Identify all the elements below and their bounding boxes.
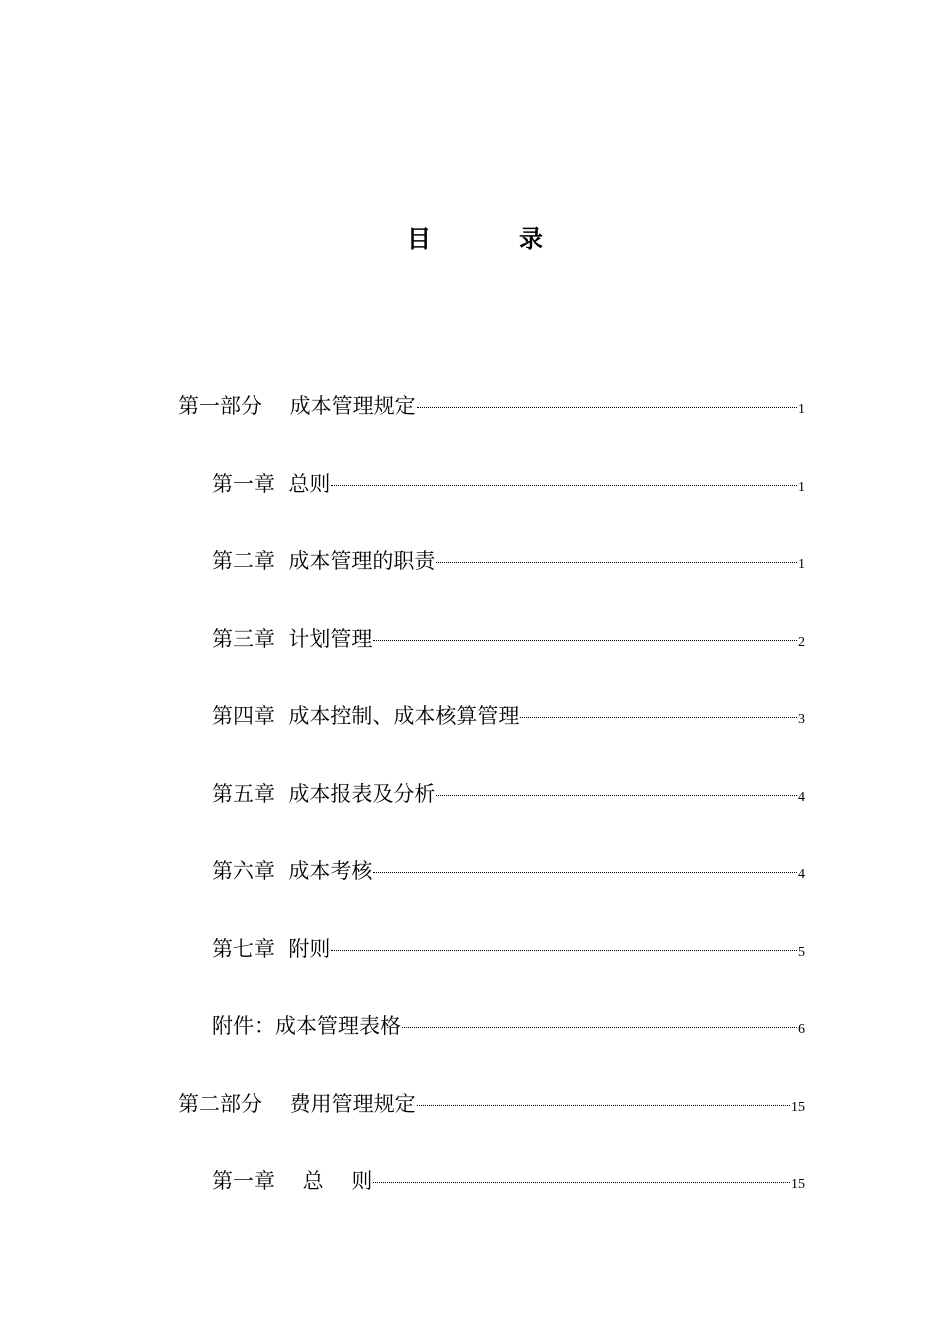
toc-leader-dots [402, 1027, 797, 1028]
toc-leader-dots [373, 872, 797, 873]
toc-item-page: 15 [791, 1177, 805, 1192]
toc-item[interactable] [0, 1088, 950, 1166]
toc-item[interactable] [0, 468, 950, 546]
toc-item[interactable] [0, 778, 950, 856]
toc-leader-dots [331, 485, 797, 486]
toc-item-label: 第二章 成本管理的职责 [212, 549, 436, 573]
toc-item-page: 4 [798, 789, 805, 805]
toc-item-label: 附件：成本管理表格 [212, 1014, 401, 1038]
toc-leader-dots [436, 562, 797, 563]
toc-leader-dots [331, 950, 797, 951]
toc-leader-dots [417, 1105, 790, 1106]
toc-item[interactable] [0, 855, 950, 933]
toc-item-page: 1 [798, 402, 805, 417]
toc-item-page: 1 [798, 557, 805, 572]
toc-item[interactable] [0, 545, 950, 623]
toc-item[interactable] [0, 1010, 950, 1088]
toc-leader-dots [373, 1182, 790, 1183]
toc-item-page: 15 [791, 1099, 805, 1115]
toc-leader-dots [436, 795, 797, 796]
toc-item-page: 5 [798, 944, 805, 960]
toc-title: 目 录 [407, 224, 575, 253]
toc-item[interactable] [0, 1165, 950, 1243]
toc-item-page: 1 [798, 479, 805, 495]
toc-item-label: 第一部分 成本管理规定 [178, 394, 416, 418]
toc-item-page: 2 [798, 634, 805, 650]
toc-item-label: 第二部分 费用管理规定 [178, 1091, 416, 1116]
toc-item[interactable] [0, 700, 950, 778]
toc-leader-dots [417, 407, 797, 408]
toc-item-page: 6 [798, 1022, 805, 1037]
toc-leader-dots [520, 717, 797, 718]
toc-item-label: 第四章 成本控制、成本核算管理 [212, 704, 520, 728]
toc-item-label: 第六章 成本考核 [212, 859, 373, 883]
toc-item[interactable] [0, 623, 950, 701]
toc-item[interactable] [0, 390, 950, 468]
toc-item-label: 第五章 成本报表及分析 [212, 781, 436, 806]
toc-item-label: 第一章 总 则 [212, 1169, 373, 1193]
toc-item-page: 3 [798, 712, 805, 727]
toc-item-page: 4 [798, 867, 805, 882]
toc-item-label: 第一章 总则 [212, 471, 331, 496]
toc-item-label: 第七章 附则 [212, 936, 331, 961]
toc-item[interactable] [0, 933, 950, 1011]
toc-leader-dots [373, 640, 797, 641]
toc-item-label: 第三章 计划管理 [212, 626, 373, 651]
table-of-contents [0, 390, 950, 1243]
